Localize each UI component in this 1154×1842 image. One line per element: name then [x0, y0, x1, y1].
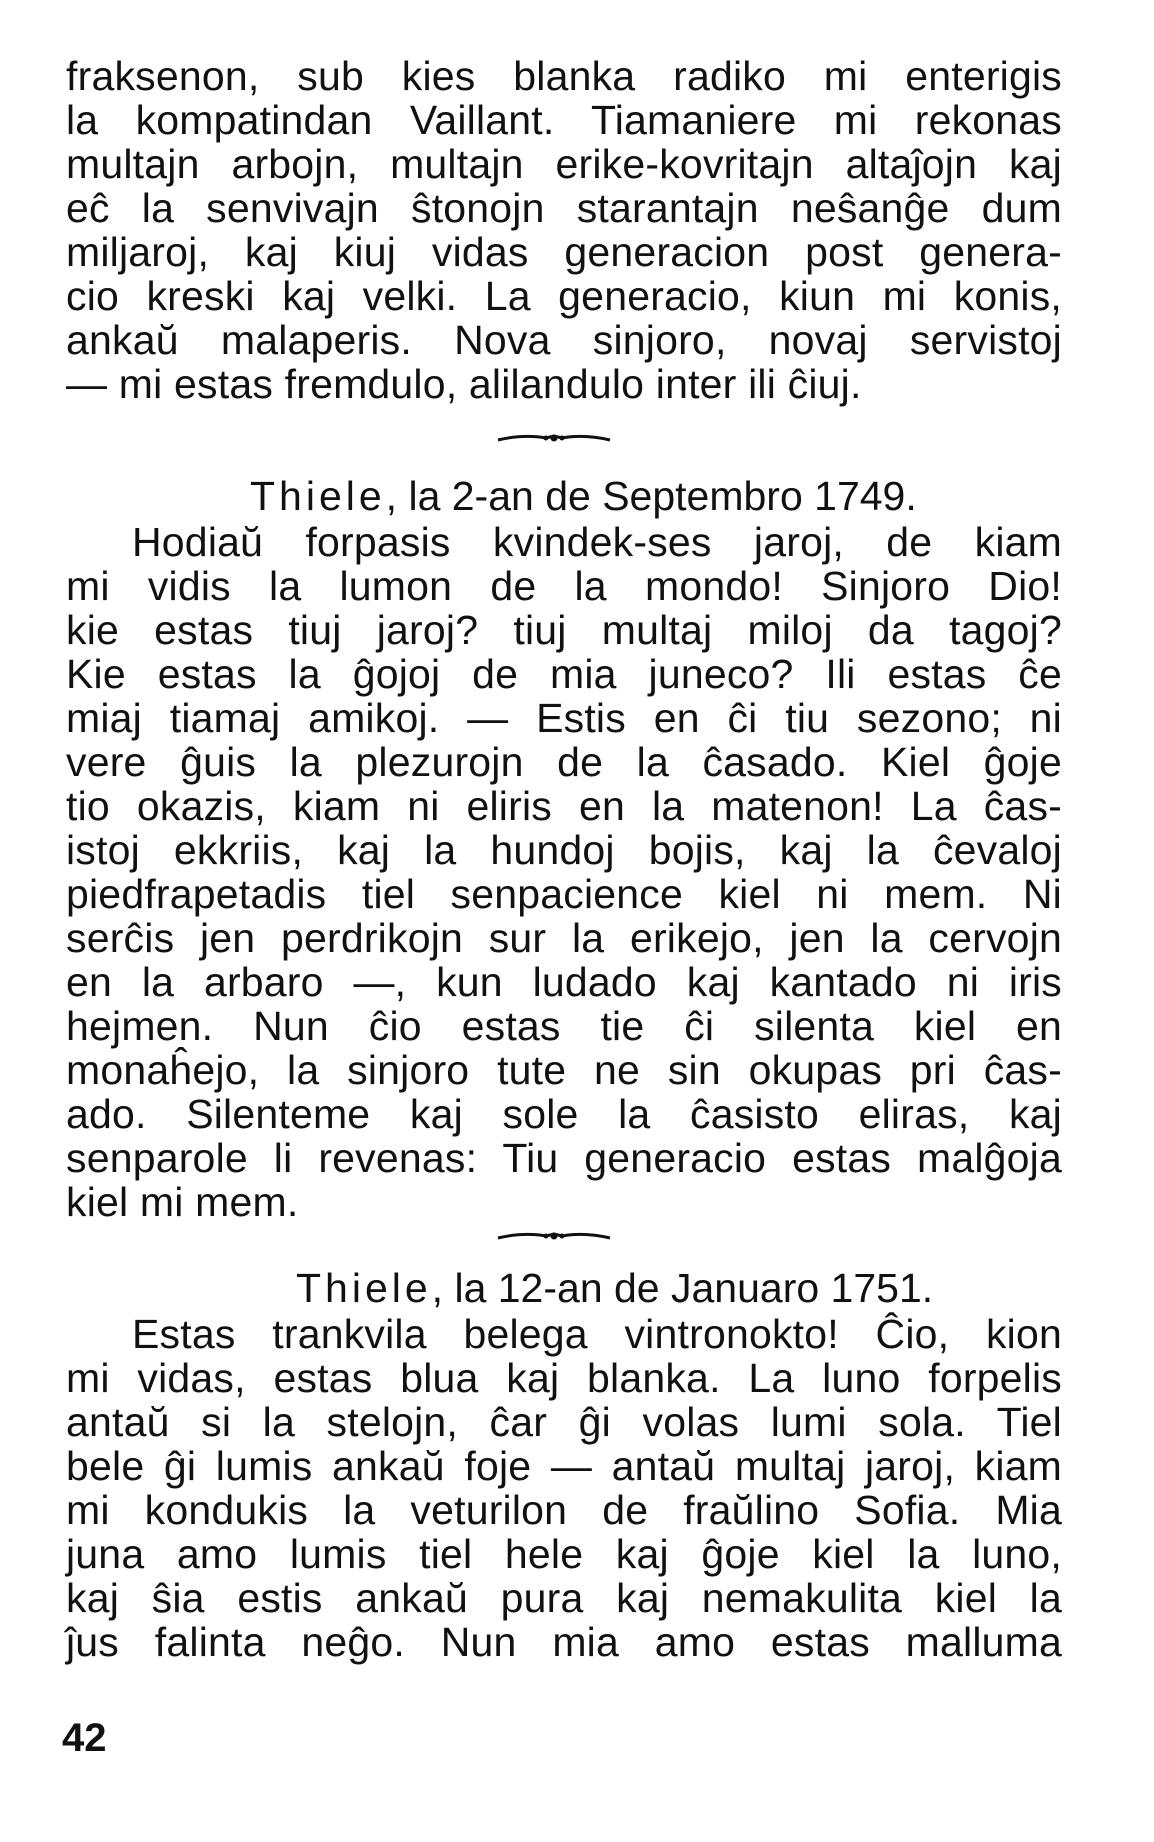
- text-line: fraksenon, sub kies blanka radiko mi enterigis: [66, 53, 1062, 99]
- text-line: kaj ŝia estis ankaŭ pura kaj nemakulita kiel la: [66, 1575, 1062, 1621]
- heading-date: , la 12-an de Januaro 1751.: [431, 1265, 934, 1311]
- page-number: 42: [62, 1716, 107, 1760]
- text-line: juna amo lumis tiel hele kaj ĝoje kiel la luno,: [66, 1531, 1062, 1577]
- text-line: eĉ la senvivajn ŝtonojn starantajn neŝanĝe dum: [66, 185, 1062, 231]
- section-divider-ornament: [494, 428, 614, 448]
- text-line: tio okazis, kiam ni eliris en la matenon! La ĉas-: [66, 783, 1062, 829]
- text-line: cio kreski kaj velki. La generacio, kiun mi konis,: [66, 273, 1062, 319]
- text-line: multajn arbojn, multajn erike-kovritajn altaĵojn kaj: [66, 141, 1062, 187]
- text-line: serĉis jen perdrikojn sur la erikejo, jen la cervojn: [66, 915, 1062, 961]
- text-line: miljaroj, kaj kiuj vidas generacion post genera-: [66, 229, 1062, 275]
- text-line: Hodiaŭ forpasis kvindek-ses jaroj, de kiam: [132, 519, 1062, 565]
- text-line: bele ĝi lumis ankaŭ foje — antaŭ multaj jaroj, kiam: [66, 1443, 1062, 1489]
- text-line: mi kondukis la veturilon de fraŭlino Sofia. Mia: [66, 1487, 1062, 1533]
- text-line: la kompatindan Vaillant. Tiamaniere mi rekonas: [66, 97, 1062, 143]
- text-line: kiel mi mem.: [66, 1179, 299, 1225]
- text-line: — mi estas fremdulo, alilandulo inter ili ĉiuj.: [66, 361, 862, 407]
- text-line: ankaŭ malaperis. Nova sinjoro, novaj servistoj: [66, 317, 1062, 363]
- text-line: istoj ekkriis, kaj la hundoj bojis, kaj la ĉevaloj: [66, 827, 1062, 873]
- text-line: piedfrapetadis tiel senpacience kiel ni mem. Ni: [66, 871, 1062, 917]
- heading-date: , la 2-an de Septembro 1749.: [385, 473, 917, 519]
- text-line: vere ĝuis la plezurojn de la ĉasado. Kiel ĝoje: [66, 739, 1062, 785]
- text-line: miaj tiamaj amikoj. — Estis en ĉi tiu sezono; ni: [66, 695, 1062, 741]
- text-line: Kie estas la ĝojoj de mia juneco? Ili estas ĉe: [66, 651, 1062, 697]
- text-line: en la arbaro —, kun ludado kaj kantado ni iris: [66, 959, 1062, 1005]
- text-line: ĵus falinta neĝo. Nun mia amo estas malluma: [66, 1619, 1062, 1665]
- heading-place: Thiele: [296, 1265, 432, 1311]
- text-line: antaŭ si la stelojn, ĉar ĝi volas lumi sola. Tiel: [66, 1399, 1062, 1445]
- text-line: Estas trankvila belega vintronokto! Ĉio, kion: [132, 1311, 1062, 1357]
- text-line: kie estas tiuj jaroj? tiuj multaj miloj da tagoj?: [66, 607, 1062, 653]
- section-divider-ornament: [494, 1226, 614, 1246]
- text-line: senparole li revenas: Tiu generacio estas malĝoja: [66, 1135, 1062, 1181]
- diary-entry-heading: [296, 1266, 933, 1310]
- diary-entry-heading: [250, 474, 917, 518]
- text-line: mi vidis la lumon de la mondo! Sinjoro Dio!: [66, 563, 1062, 609]
- text-line: hejmen. Nun ĉio estas tie ĉi silenta kiel en: [66, 1003, 1062, 1049]
- text-line: mi vidas, estas blua kaj blanka. La luno forpelis: [66, 1355, 1062, 1401]
- text-line: monaĥejo, la sinjoro tute ne sin okupas pri ĉas-: [66, 1047, 1062, 1093]
- text-line: ado. Silenteme kaj sole la ĉasisto eliras, kaj: [66, 1091, 1062, 1137]
- heading-place: Thiele: [250, 473, 386, 519]
